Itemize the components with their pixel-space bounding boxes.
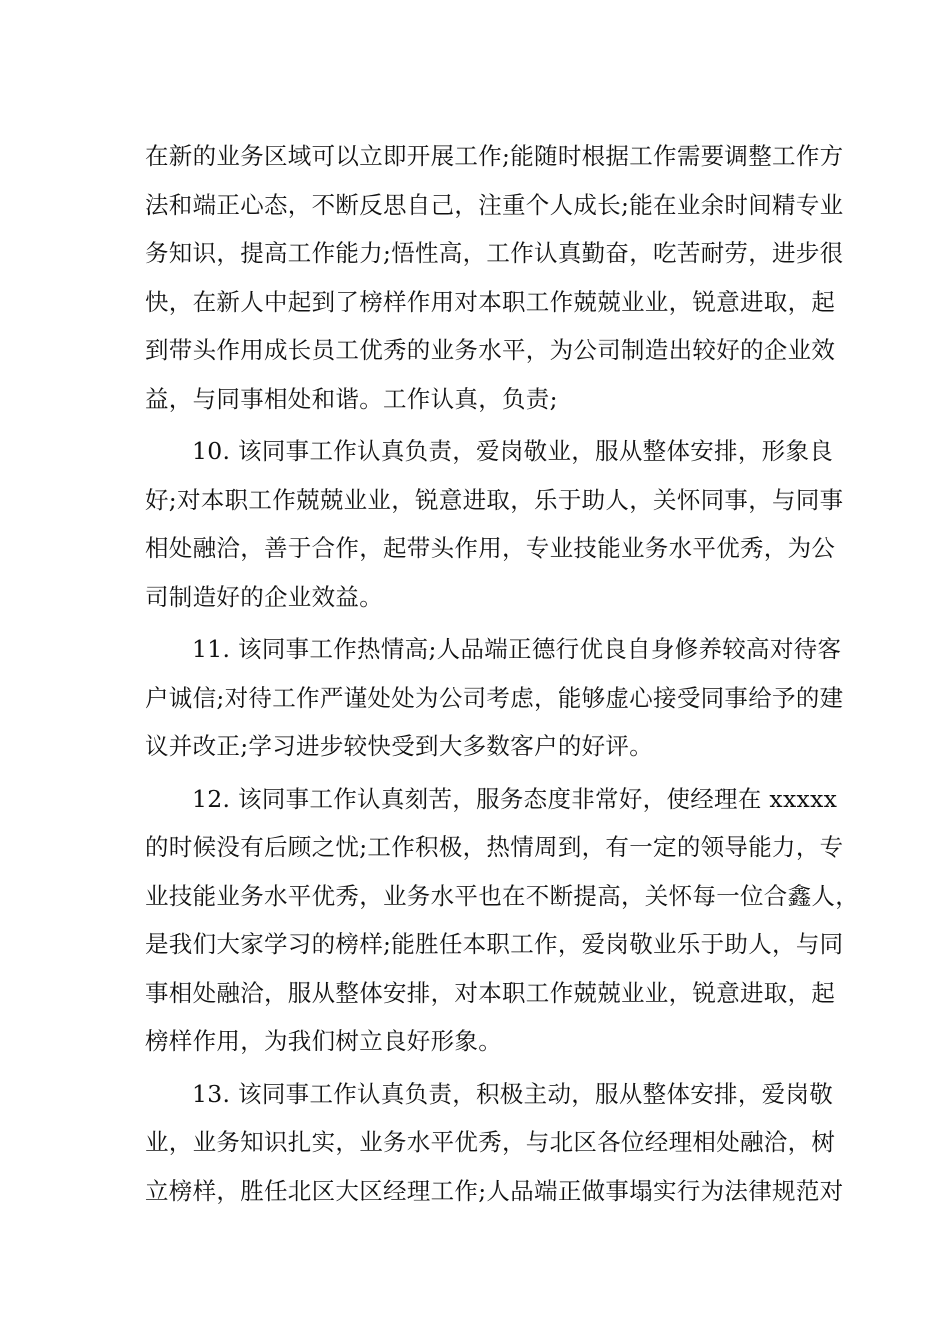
text-line: 是我们大家学习的榜样;能胜任本职工作，爱岗敬业乐于助人，与同: [145, 930, 844, 958]
text-line: 业技能业务水平优秀，业务水平也在不断提高，关怀每一位合鑫人，: [145, 881, 859, 910]
text-line: 的时候没有后顾之忧;工作积极，热情周到，有一定的领导能力，专: [145, 833, 844, 861]
text-line: 法和端正心态，不断反思自己，注重个人成长;能在业余时间精专业: [145, 190, 844, 219]
text-line: 务知识，提高工作能力;悟性高，工作认真勤奋，吃苦耐劳，进步很: [145, 239, 844, 267]
text-line: 在新的业务区域可以立即开展工作;能随时根据工作需要调整工作方: [145, 142, 844, 170]
text-line: 到带头作用成长员工优秀的业务水平，为公司制造出较好的企业效: [145, 336, 836, 364]
text-line: 好;对本职工作兢兢业业，锐意进取，乐于助人，关怀同事，与同事: [145, 485, 844, 514]
paragraph-continuation: [145, 132, 844, 423]
text-line: 司制造好的企业效益。: [145, 582, 383, 611]
text-line: 户诚信;对待工作严谨处处为公司考虑，能够虚心接受同事给予的建: [145, 683, 844, 712]
text-line: 11. 该同事工作热情高;人品端正德行优良自身修养较高对待客: [192, 635, 842, 663]
text-line: 立榜样，胜任北区大区经理工作;人品端正做事塌实行为法律规范对: [145, 1176, 844, 1205]
paragraph-item-10: [145, 427, 844, 621]
text-line: 榜样作用，为我们树立良好形象。: [145, 1027, 502, 1055]
text-line: 相处融洽，善于合作，起带头作用，专业技能业务水平优秀，为公: [145, 534, 836, 562]
text-line: 事相处融洽，服从整体安排，对本职工作兢兢业业，锐意进取，起: [145, 978, 836, 1007]
text-line: 益，与同事相处和谐。工作认真，负责;: [145, 384, 558, 413]
text-line: 13. 该同事工作认真负责，积极主动，服从整体安排，爱岗敬: [192, 1079, 834, 1108]
text-line: 快，在新人中起到了榜样作用对本职工作兢兢业业，锐意进取，起: [145, 287, 836, 316]
text-line: 12. 该同事工作认真刻苦，服务态度非常好，使经理在 xxxxx: [192, 784, 838, 813]
paragraph-item-13: [145, 1070, 844, 1216]
paragraph-item-11: [145, 625, 844, 771]
text-line: 10. 该同事工作认真负责，爱岗敬业，服从整体安排，形象良: [192, 437, 834, 465]
text-line: 议并改正;学习进步较快受到大多数客户的好评。: [145, 732, 654, 760]
text-line: 业，业务知识扎实，业务水平优秀，与北区各位经理相处融洽，树: [145, 1128, 836, 1156]
document-body: [145, 132, 859, 1219]
paragraph-item-12: [145, 775, 859, 1066]
